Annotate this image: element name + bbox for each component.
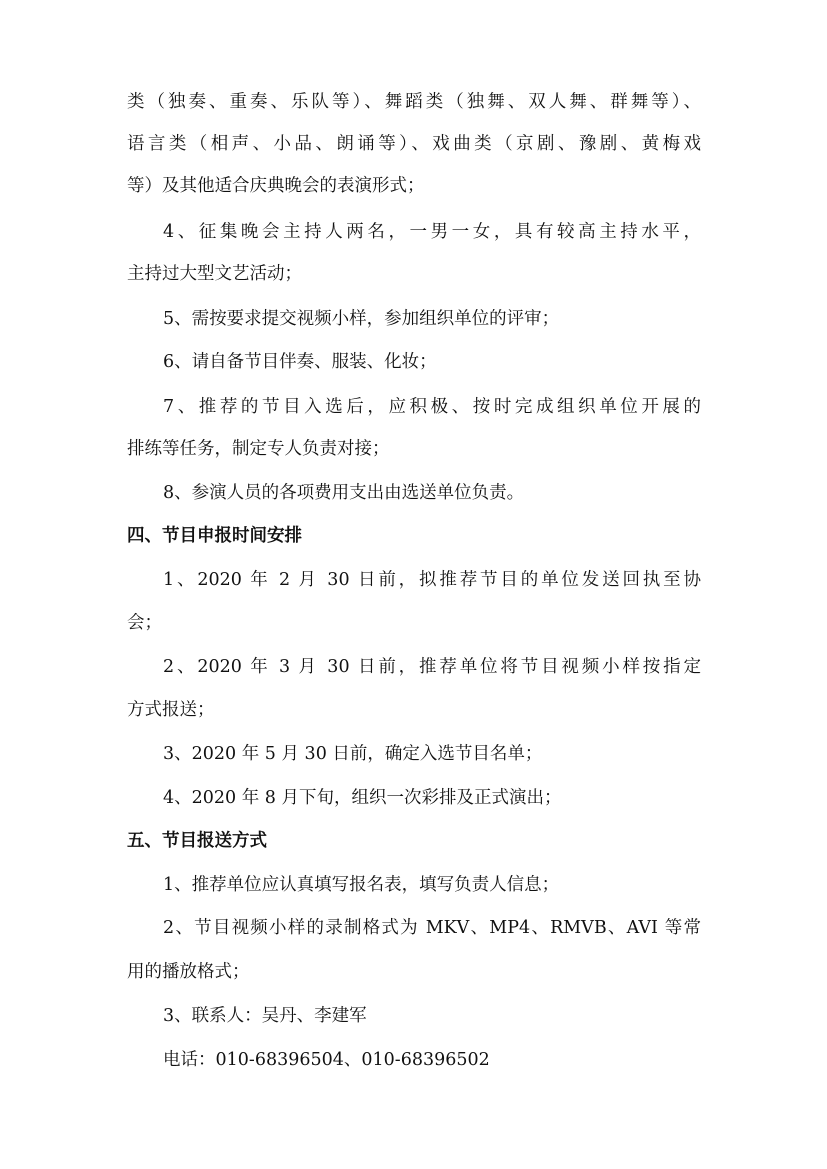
section3-item7-line1: 7、推荐的节目入选后，应积极、按时完成组织单位开展的 (163, 397, 701, 417)
section5-heading: 五、节目报送方式 (127, 831, 267, 851)
section4-item2-line2: 方式报送； (127, 700, 215, 720)
section4-item1-line1: 1、2020 年 2 月 30 日前，拟推荐节目的单位发送回执至协 (163, 570, 701, 590)
section5-item2-line1: 2、节目视频小样的录制格式为 MKV、MP4、RMVB、AVI 等常 (163, 918, 701, 938)
section3-item7-line2: 排练等任务，制定专人负责对接； (127, 439, 390, 459)
section4-item4: 4、2020 年 8 月下旬，组织一次彩排及正式演出； (163, 788, 562, 808)
section3-item4-line2: 主持过大型文艺活动； (127, 264, 302, 284)
section3-item8: 8、参演人员的各项费用支出由选送单位负责。 (163, 483, 525, 503)
section3-item6: 6、请自备节目伴奏、服装、化妆； (163, 352, 437, 372)
section3-item4-line1: 4、征集晚会主持人两名，一男一女，具有较高主持水平， (163, 222, 701, 242)
section3-line2: 语言类（相声、小品、朗诵等）、戏曲类（京剧、豫剧、黄梅戏 (127, 134, 701, 154)
section4-item2-line1: 2、2020 年 3 月 30 日前，推荐单位将节目视频小样按指定 (163, 657, 701, 677)
section4-item1-line2: 会； (127, 613, 162, 633)
section4-item3: 3、2020 年 5 月 30 日前，确定入选节目名单； (163, 744, 543, 764)
section5-item1: 1、推荐单位应认真填写报名表，填写负责人信息； (163, 875, 560, 895)
section3-line1: 类（独奏、重奏、乐队等）、舞蹈类（独舞、双人舞、群舞等）、 (127, 92, 701, 112)
section4-heading: 四、节目申报时间安排 (127, 526, 302, 546)
section5-item3: 3、联系人：吴丹、李建军 (163, 1006, 367, 1026)
section5-phone: 电话：010-68396504、010-68396502 (163, 1050, 490, 1070)
section3-line3: 等）及其他适合庆典晚会的表演形式； (127, 176, 425, 196)
section3-item5: 5、需按要求提交视频小样，参加组织单位的评审； (163, 309, 560, 329)
section5-item2-line2: 用的播放格式； (127, 962, 250, 982)
